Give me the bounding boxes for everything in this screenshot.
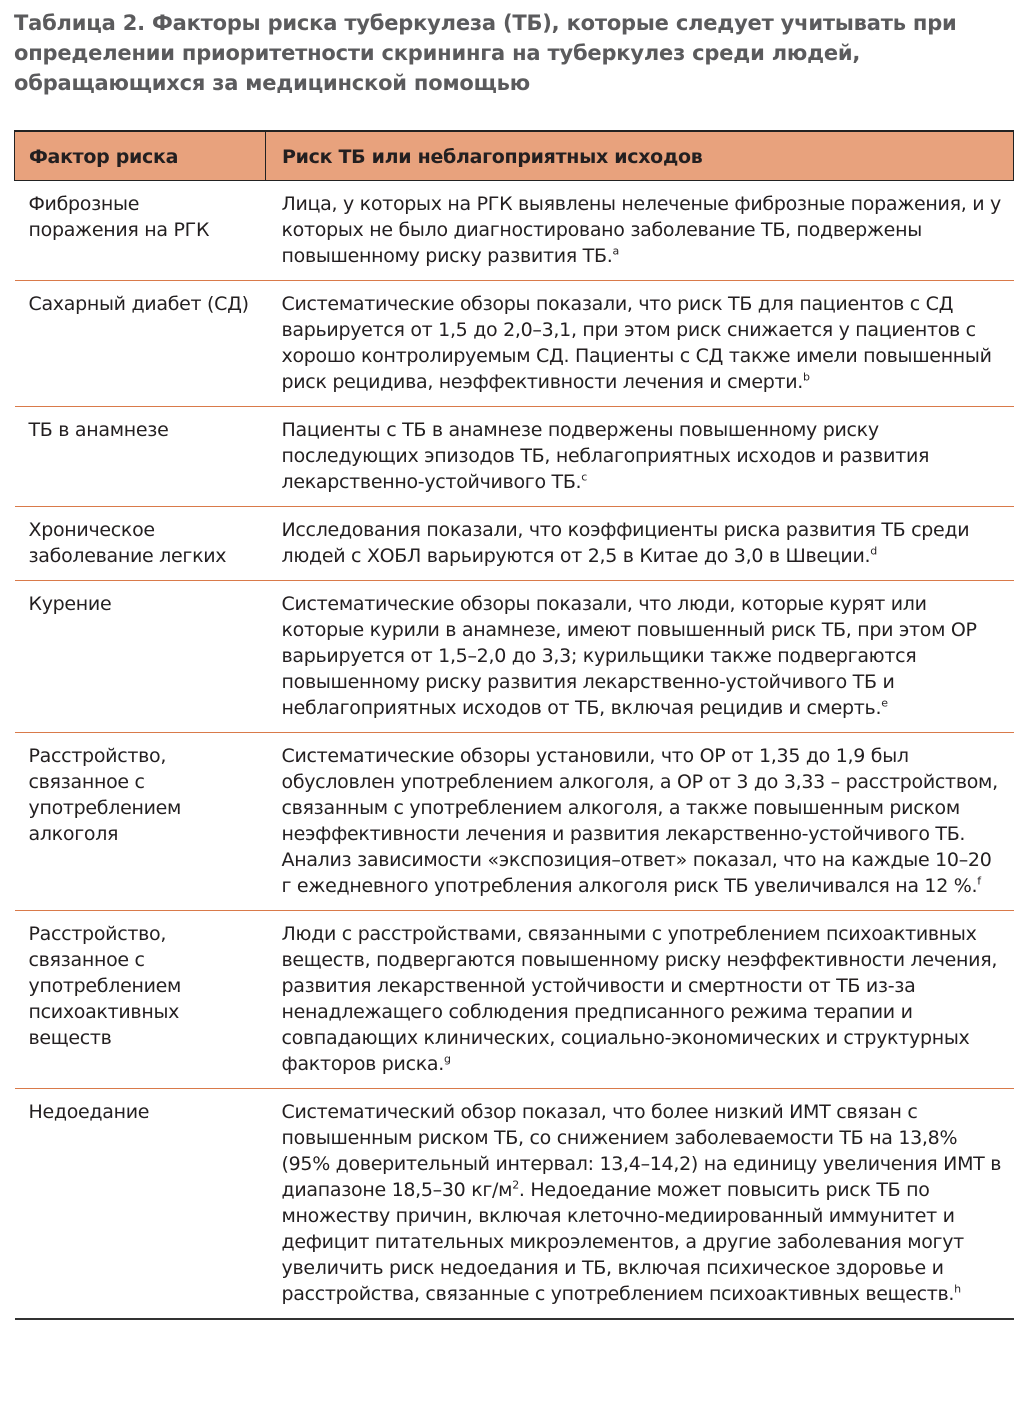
table-row bbox=[15, 911, 1014, 1089]
table-row bbox=[15, 181, 1014, 281]
table-row bbox=[15, 507, 1014, 581]
column-header-risk: Риск ТБ или неблагоприятных исходов bbox=[266, 131, 1014, 181]
risk-description-cell bbox=[266, 507, 1014, 581]
footnote-ref: b bbox=[803, 370, 810, 384]
table-header-row bbox=[15, 131, 1014, 181]
page-title: Таблица 2. Факторы риска туберкулеза (ТБ), которые следует учитывать при определении приоритетности скрининга на туберкулез среди людей, обращающихся за медицинской помощью bbox=[14, 11, 957, 95]
risk-factor-cell: Курение bbox=[15, 581, 266, 733]
risk-factor-cell: Расстройство, связанное с употреблением алкоголя bbox=[15, 733, 266, 911]
footnote-ref: f bbox=[977, 874, 981, 888]
footnote-ref: d bbox=[870, 544, 877, 558]
risk-description-text: . Недоедание может повысить риск ТБ по множеству причин, включая клеточно-медиированный иммунитет и дефицит питательных микроэлементов, а другие заболевания могут увеличить риск недоедания и ТБ, включая психическое здоровье и расстройства, связанные с употреблением психоактивных веществ. bbox=[281, 1179, 964, 1305]
footnote-ref: g bbox=[444, 1052, 451, 1066]
footnote-ref: e bbox=[881, 696, 888, 710]
risk-factor-cell: Сахарный диабет (СД) bbox=[15, 281, 266, 407]
risk-factor-cell: Хроническое заболевание легких bbox=[15, 507, 266, 581]
footnote-ref: h bbox=[954, 1282, 961, 1296]
risk-description-text: Люди с расстройствами, связанными с употреблением психоактивных веществ, подвергаются повышенному риску неэффективности лечения, развития лекарственной устойчивости и смертности от ТБ из-за ненадлежащего соблюдения предписанного режима терапии и совпадающих клинических, социально-экономических и структурных факторов риска. bbox=[281, 923, 998, 1075]
risk-factor-cell: Недоедание bbox=[15, 1089, 266, 1320]
risk-description-text: Систематические обзоры показали, что люди, которые курят или которые курили в анамнезе, имеют повышенный риск ТБ, при этом ОР варьируется от 1,5–2,0 до 3,3; курильщики также подвергаются повышенному риску развития лекарственно-устойчивого ТБ и неблагоприятных исходов от ТБ, включая рецидив и смерть. bbox=[281, 593, 977, 719]
risk-description-cell bbox=[266, 911, 1014, 1089]
risk-description-cell bbox=[266, 581, 1014, 733]
risk-description-cell bbox=[266, 181, 1014, 281]
footnote-ref: a bbox=[612, 244, 619, 258]
risk-description-text: Лица, у которых на РГК выявлены нелеченые фиброзные поражения, и у которых не было диагностировано заболевание ТБ, подвержены повышенному риску развития ТБ. bbox=[281, 193, 1001, 267]
footnote-ref: c bbox=[581, 470, 588, 484]
risk-description-text: Систематический обзор показал, что более низкий ИМТ связан с повышенным риском ТБ, со снижением заболеваемости ТБ на 13,8% (95% доверительный интервал: 13,4–14,2) на единицу увеличения ИМТ в диапазоне 18,5–30 кг/м bbox=[281, 1101, 1002, 1201]
column-header-factor: Фактор риска bbox=[15, 131, 266, 181]
risk-description-cell bbox=[266, 733, 1014, 911]
table-row bbox=[15, 1089, 1014, 1320]
risk-factor-cell: Расстройство, связанное с употреблением психоактивных веществ bbox=[15, 911, 266, 1089]
unit-superscript: 2 bbox=[512, 1178, 519, 1192]
risk-description-text: Систематические обзоры показали, что риск ТБ для пациентов с СД варьируется от 1,5 до 2,0–3,1, при этом риск снижается у пациентов с хорошо контролируемым СД. Пациенты с СД также имели повышенный риск рецидива, неэффективности лечения и смерти. bbox=[281, 293, 992, 393]
risk-description-cell bbox=[266, 407, 1014, 507]
risk-description-text: Пациенты с ТБ в анамнезе подвержены повышенному риску последующих эпизодов ТБ, неблагоприятных исходов и развития лекарственно-устойчивого ТБ. bbox=[281, 419, 930, 493]
table-row bbox=[15, 407, 1014, 507]
table-row bbox=[15, 581, 1014, 733]
risk-factors-table bbox=[14, 130, 1014, 1320]
risk-description-text: Исследования показали, что коэффициенты риска развития ТБ среди людей с ХОБЛ варьируются от 2,5 в Китае до 3,0 в Швеции. bbox=[281, 519, 970, 567]
risk-factor-cell: ТБ в анамнезе bbox=[15, 407, 266, 507]
table-row bbox=[15, 733, 1014, 911]
risk-description-cell bbox=[266, 1089, 1014, 1320]
risk-description-text: Систематические обзоры установили, что ОР от 1,35 до 1,9 был обусловлен употреблением алкоголя, а ОР от 3 до 3,33 – расстройством, связанным с употреблением алкоголя, а также повышенным риском неэффективности лечения и развития лекарственно-устойчивого ТБ. Анализ зависимости «экспозиция–ответ» показал, что на каждые 10–20 г ежедневного употребления алкоголя риск ТБ увеличивался на 12 %. bbox=[281, 745, 998, 897]
risk-factor-cell: Фиброзные поражения на РГК bbox=[15, 181, 266, 281]
table-row bbox=[15, 281, 1014, 407]
risk-description-cell bbox=[266, 281, 1014, 407]
